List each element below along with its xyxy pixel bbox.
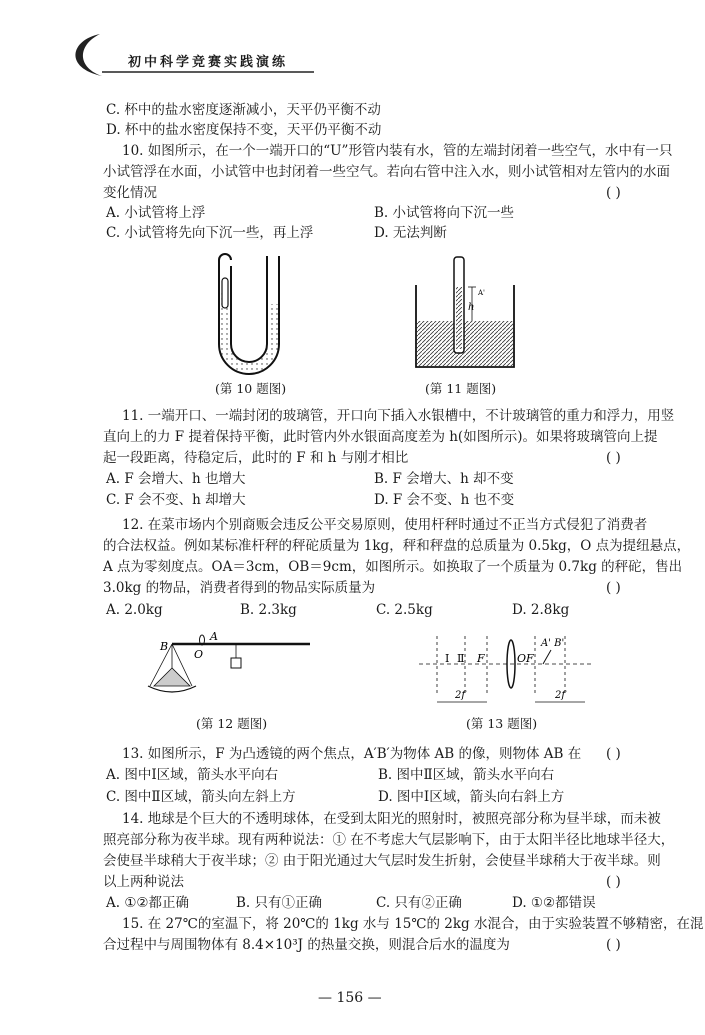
figure-11-label-h: h	[468, 302, 475, 313]
q12-option-c: C. 2.5kg	[376, 602, 433, 618]
figure-11-caption: (第 11 题图)	[425, 381, 497, 396]
figure-11-mercury-tube	[410, 255, 520, 375]
q13-line-1: 13. 如图所示，F 为凸透镜的两个焦点，A′B′为物体 AB 的像，则物体 AB 在	[122, 746, 582, 762]
q13-option-a: A. 图中Ⅰ区域，箭头水平向右	[106, 767, 279, 783]
q13-answer-bracket: ( )	[606, 746, 621, 762]
q10-line-2: 小试管浮在水面，小试管中也封闭着一些空气。若向右管中注入水，则小试管相对左管内的水面	[103, 164, 670, 180]
figure-13-label-ab: A' B'	[541, 638, 565, 649]
q15-answer-bracket: ( )	[606, 937, 621, 953]
q10-option-b: B. 小试管将向下沉一些	[374, 205, 515, 221]
q13-option-c: C. 图中Ⅱ区域，箭头向左斜上方	[106, 789, 296, 805]
figure-10-caption: (第 10 题图)	[215, 381, 287, 396]
q13-option-b: B. 图中Ⅱ区域，箭头水平向右	[378, 767, 555, 783]
header-title: 初中科学竞赛实践演练	[128, 55, 289, 70]
q14-line-3: 会使昼半球稍大于夜半球；② 由于阳光通过大气层时发生折射，会使昼半球稍大于夜半球。则	[103, 853, 661, 869]
q10-option-d: D. 无法判断	[374, 225, 447, 241]
q14-line-4: 以上两种说法	[103, 874, 184, 890]
q12-option-a: A. 2.0kg	[106, 602, 163, 618]
figure-13-label-f-right: F	[526, 652, 534, 665]
figure-11-label-a: A'	[478, 289, 485, 297]
figure-13-label-region-i: Ⅰ	[445, 652, 450, 665]
figure-13-caption: (第 13 题图)	[466, 716, 538, 731]
q9-option-d: D. 杯中的盐水密度保持不变，天平仍平衡不动	[106, 122, 382, 138]
q11-option-b: B. F 会增大、h 却不变	[374, 471, 514, 487]
q14-option-a: A. ①②都正确	[106, 895, 190, 911]
q11-line-3: 起一段距离，待稳定后，此时的 F 和 h 与刚才相比	[103, 450, 409, 466]
figure-10-u-tube	[205, 252, 295, 382]
figure-12-label-a: A	[210, 630, 218, 643]
figure-12-label-b: B	[160, 640, 169, 653]
q15-line-1: 15. 在 27℃的室温下，将 20℃的 1kg 水与 15℃的 2kg 水混合，由于实验装置不够精密，在混	[122, 916, 704, 932]
figure-13-lens-diagram	[415, 632, 595, 712]
figure-12-caption: (第 12 题图)	[196, 716, 268, 731]
q12-answer-bracket: ( )	[606, 580, 621, 596]
figure-13-label-2f-left: 2f	[455, 690, 466, 701]
figure-13-label-region-ii: Ⅱ	[457, 652, 465, 665]
q10-line-3: 变化情况	[103, 185, 157, 201]
figure-13-label-o: O	[517, 652, 527, 665]
q10-line-1: 10. 如图所示，在一个一端开口的“U”形管内装有水，管的左端封闭着一些空气，水中有一只	[122, 143, 673, 159]
q15-line-2: 合过程中与周围物体有 8.4×10³J 的热量交换，则混合后水的温度为	[103, 937, 510, 953]
q11-line-1: 11. 一端开口、一端封闭的玻璃管，开口向下插入水银槽中，不计玻璃管的重力和浮力，用竖	[122, 408, 675, 424]
q12-line-3: A 点为零刻度点。OA＝3cm，OB＝9cm，如图所示。如换取了一个质量为 0.7kg 的秤砣，售出	[103, 559, 683, 575]
q14-option-d: D. ①②都错误	[512, 895, 596, 911]
q12-option-b: B. 2.3kg	[240, 602, 297, 618]
figure-12-label-o: O	[194, 648, 204, 661]
figure-13-label-2f-right: 2f	[555, 690, 566, 701]
q12-line-2: 的合法权益。例如某标准杆秤的秤砣质量为 1kg，秤和秤盘的总质量为 0.5kg，O 点为提纽悬点，	[103, 538, 691, 554]
q10-option-c: C. 小试管将先向下沉一些，再上浮	[106, 225, 314, 241]
figure-13-label-f-left: F	[477, 652, 485, 665]
q13-option-d: D. 图中Ⅰ区域，箭头向右斜上方	[378, 789, 565, 805]
q12-line-4: 3.0kg 的物品，消费者得到的物品实际质量为	[103, 580, 376, 596]
q11-option-a: A. F 会增大、h 也增大	[106, 471, 246, 487]
figure-12-steelyard	[140, 628, 320, 708]
q12-option-d: D. 2.8kg	[512, 602, 570, 618]
q11-line-2: 直向上的力 F 提着保持平衡，此时管内外水银面高度差为 h(如图所示)。如果将玻璃管向上提	[103, 429, 658, 445]
q10-option-a: A. 小试管将上浮	[106, 205, 206, 221]
q14-line-1: 14. 地球是个巨大的不透明球体，在受到太阳光的照射时，被照亮部分称为昼半球，而未被	[122, 811, 661, 827]
q11-answer-bracket: ( )	[606, 450, 621, 466]
q14-answer-bracket: ( )	[606, 874, 621, 890]
q14-line-2: 照亮部分称为夜半球。现有两种说法：① 在不考虑大气层影响下，由于太阳半径比地球半径大，	[103, 832, 675, 848]
page-number: — 156 —	[318, 990, 382, 1006]
q11-option-c: C. F 会不变、h 却增大	[106, 492, 246, 508]
q12-line-1: 12. 在菜市场内个别商贩会违反公平交易原则，使用杆秤时通过不正当方式侵犯了消费者	[122, 517, 648, 533]
q10-answer-bracket: ( )	[606, 185, 621, 201]
q14-option-b: B. 只有①正确	[236, 895, 323, 911]
q14-option-c: C. 只有②正确	[376, 895, 462, 911]
q9-option-c: C. 杯中的盐水密度逐渐减小，天平仍平衡不动	[106, 102, 381, 118]
q11-option-d: D. F 会不变、h 也不变	[374, 492, 515, 508]
